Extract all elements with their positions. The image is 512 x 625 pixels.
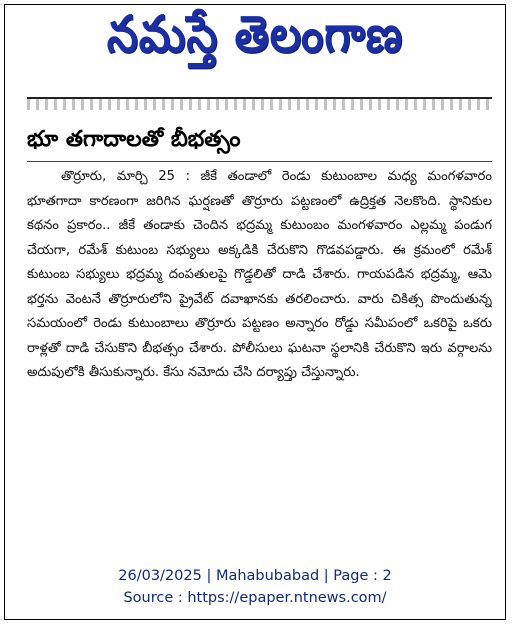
masthead: [5, 5, 505, 77]
page-frame: [4, 4, 506, 620]
article-body: తొర్రూరు, మార్చి 25 : జీకే తండాలో రెండు కుటుంబాల మధ్య మంగళవారం భూతగాదా కారణంగా జరిగిన ఘర్షణతో తొర్రూరు పట్టణంలో ఉద్రిక్తత నెలకొంది. స్థానికుల కథనం ప్రకారం.. జీకే తండాకు చెందిన భద్రమ్మ కుటుంబం మంగళవారం ఎల్లమ్మ పండుగ చేయగా, రమేశ్ కుటుంబ సభ్యులు అక్కడికి చేరుకొని గొడవపడ్డారు. ఈ క్రమంలో రమేశ్ కుటుంబ సభ్యులు భద్రమ్మ దంపతులపై గొడ్డలితో దాడి చేశారు. గాయపడిన భద్రమ్మ, ఆమె భర్తను వెంటనే తొర్రూరులోని ప్రైవేట్ దవాఖానకు తరలించారు. వారు చికిత్స పొందుతున్న సమయంలో రెండు కుటుంబాలు తొర్రూరు పట్టణం అన్నారం రోడ్డు సమీపంలో ఒకరిపై ఒకరు రాళ్లతో దాడి చేసుకొని బీభత్సం చేశారు. పోలీసులు ఘటనా స్థలానికి చేరుకొని ఇరు వర్గాలను అదుపులోకి తీసుకున్నారు. కేసు నమోదు చేసి దర్యాప్తు చేస్తున్నారు.: [27, 169, 492, 380]
cut-off-text-strip: [27, 99, 492, 110]
footer-date-edition: 26/03/2025 | Mahabubabad | Page : 2: [118, 568, 392, 584]
article-clipping: [27, 97, 492, 492]
article-headline: భూ తగాదాలతో బీభత్సం: [27, 127, 241, 152]
masthead-logo: నమస్తే తెలంగాణ: [106, 5, 404, 64]
headline-rule: [27, 161, 492, 162]
footer-source: Source : https://epaper.ntnews.com/: [123, 590, 387, 606]
